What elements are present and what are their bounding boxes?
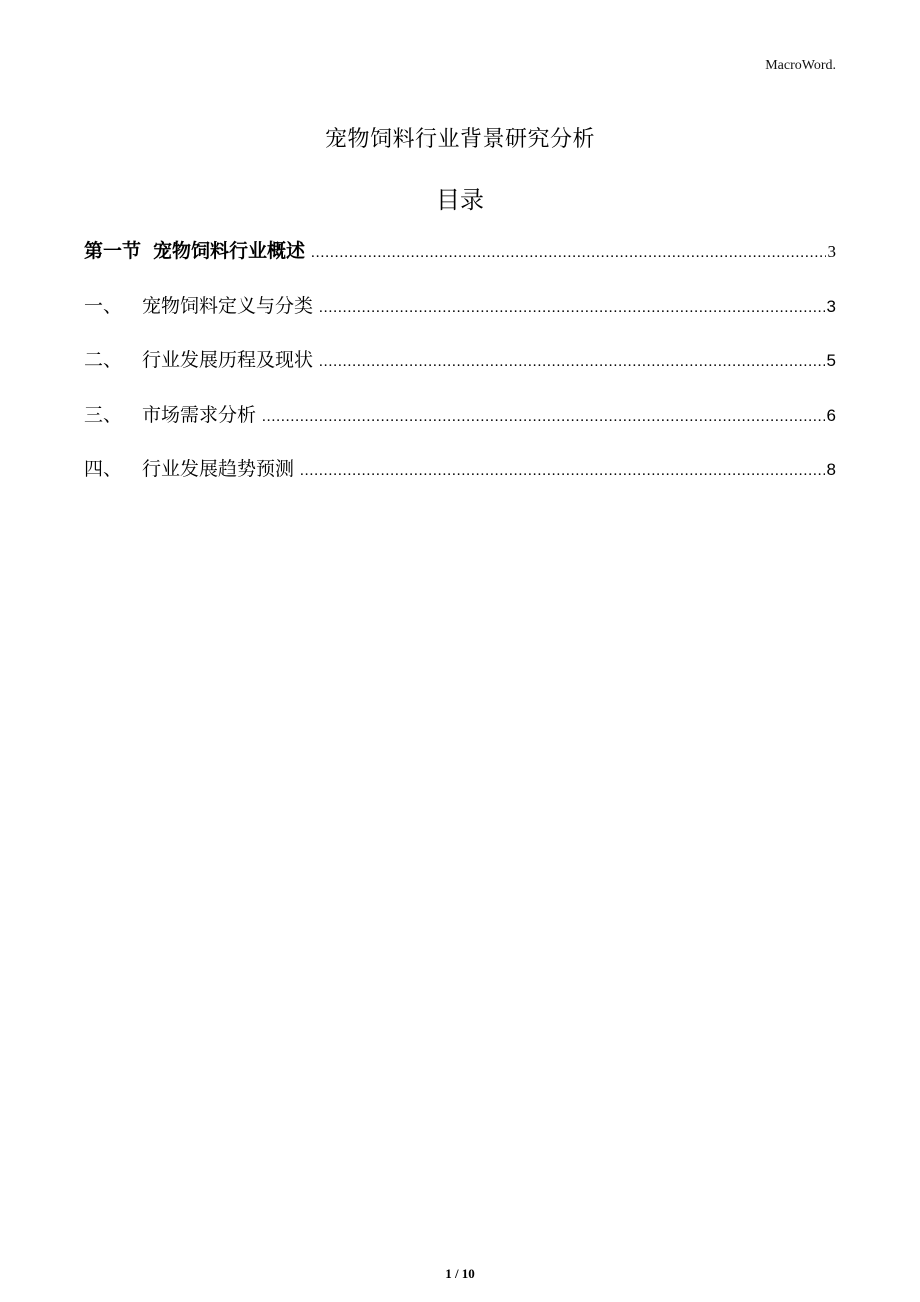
toc-dot-leader: [319, 354, 825, 371]
toc-entry-section-1[interactable]: [84, 236, 836, 291]
toc-entry-label: 宠物饲料定义与分类: [142, 294, 314, 317]
toc-entry-number: 二、: [84, 349, 123, 371]
toc-entry-number: 四、: [84, 458, 123, 480]
toc-entry-page: 3: [827, 242, 836, 261]
toc-entry-page: 3: [826, 296, 836, 316]
toc-entry-number: 三、: [84, 403, 123, 426]
toc-dot-leader: [319, 300, 825, 317]
toc-entry-page: 8: [826, 460, 836, 479]
toc-entry-item-3[interactable]: [84, 400, 836, 455]
page-indicator: 1 / 10: [445, 1266, 475, 1281]
toc-entry-page: 6: [826, 405, 836, 425]
toc-heading: 目录: [436, 186, 484, 214]
toc-entry-label: 行业发展历程及现状: [142, 349, 314, 371]
toc-dot-leader: [262, 409, 825, 426]
toc-dot-leader: [311, 245, 825, 262]
toc-entry-page: 5: [826, 351, 836, 370]
toc-dot-leader: [300, 463, 825, 480]
toc-entry-item-4[interactable]: [84, 454, 836, 509]
toc-entry-label: 宠物饲料行业概述: [153, 240, 306, 262]
toc-entry-label: 市场需求分析: [142, 403, 257, 426]
toc-entry-number: 第一节: [84, 240, 142, 262]
document-title: 宠物饲料行业背景研究分析: [324, 127, 595, 152]
toc-entry-number: 一、: [84, 294, 123, 317]
toc-entry-label: 行业发展趋势预测: [142, 458, 295, 480]
table-of-contents: [84, 236, 836, 509]
toc-entry-item-1[interactable]: [84, 291, 836, 346]
header-brand: MacroWord.: [765, 58, 836, 73]
toc-entry-item-2[interactable]: [84, 345, 836, 400]
